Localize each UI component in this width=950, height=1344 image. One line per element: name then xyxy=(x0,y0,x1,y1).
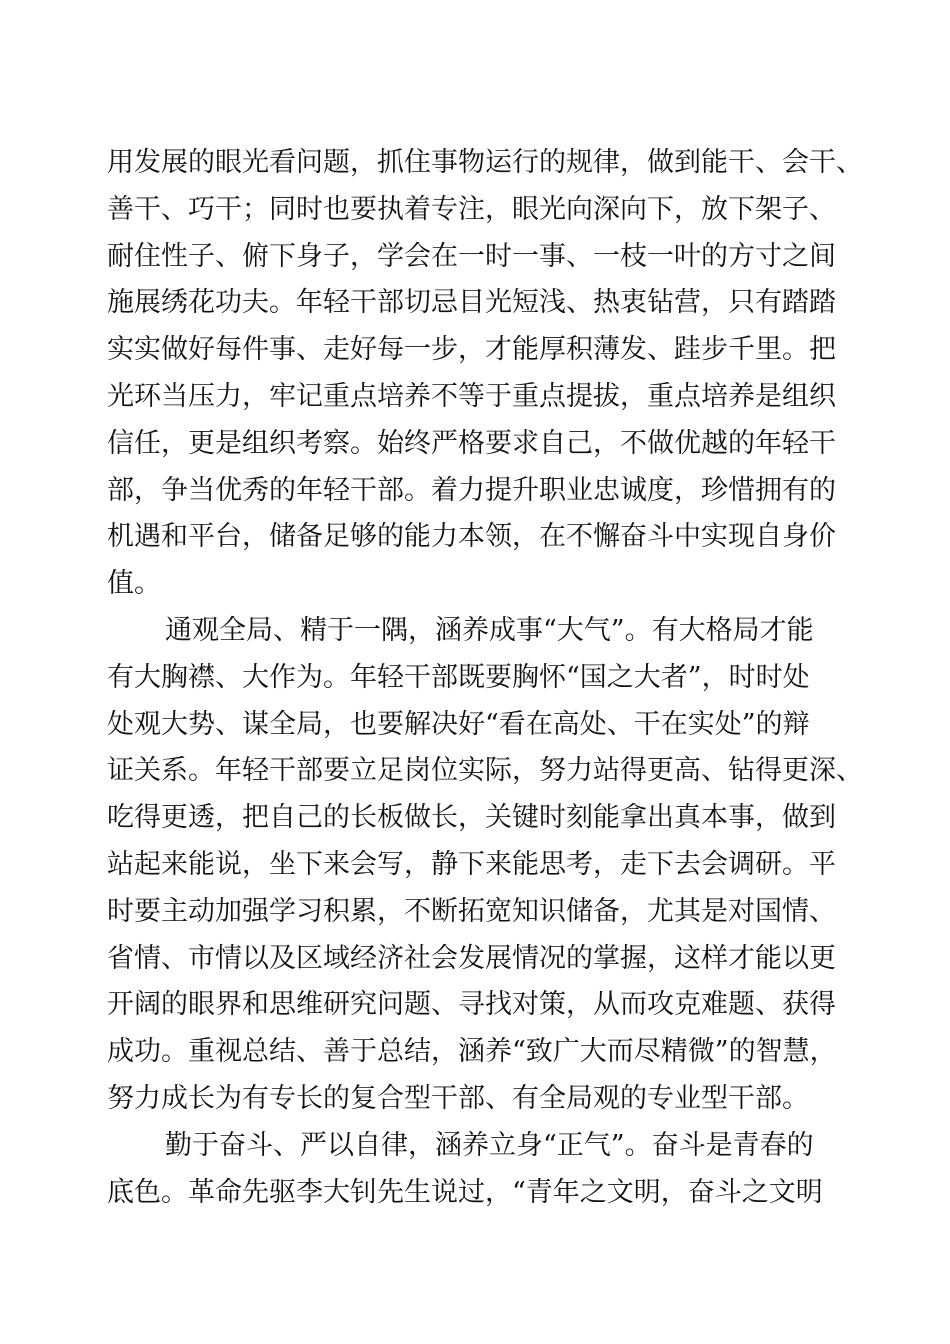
text-line: 实实做好每件事、走好每一步，才能厚积薄发、跬步千里。把 xyxy=(107,334,836,366)
text-line: 施展绣花功夫。年轻干部切忌目光短浅、热衷钻营，只有踏踏 xyxy=(107,287,836,319)
text-line: 处观大势、谋全局，也要解决好“看在高处、干在实处”的辩 xyxy=(107,708,810,740)
text-line: 时要主动加强学习积累，不断拓宽知识储备，尤其是对国情、 xyxy=(107,895,836,927)
text-line: 部，争当优秀的年轻干部。着力提升职业忠诚度，珍惜拥有的 xyxy=(107,474,836,506)
text-line: 成功。重视总结、善于总结，涵养“致广大而尽精微”的智慧， xyxy=(107,1036,837,1068)
paragraph-first-line: 勤于奋斗、严以自律，涵养立身“正气”。奋斗是青春的 xyxy=(165,1129,814,1161)
text-line: 机遇和平台，储备足够的能力本领，在不懈奋斗中实现自身价 xyxy=(107,521,836,553)
paragraph-first-line: 通观全局、精于一隅，涵养成事“大气”。有大格局才能 xyxy=(165,614,814,646)
body-text xyxy=(107,140,863,1216)
text-line: 吃得更透，把自己的长板做长，关键时刻能拿出真本事，做到 xyxy=(107,802,836,834)
text-line: 耐住性子、俯下身子，学会在一时一事、一枝一叶的方寸之间 xyxy=(107,240,836,272)
text-line: 光环当压力，牢记重点培养不等于重点提拔，重点培养是组织 xyxy=(107,380,836,412)
text-line: 底色。革命先驱李大钊先生说过，“青年之文明，奋斗之文明 xyxy=(107,1176,823,1208)
text-line: 站起来能说，坐下来会写，静下来能思考，走下去会调研。平 xyxy=(107,848,836,880)
text-line: 开阔的眼界和思维研究问题、寻找对策，从而攻克难题、获得 xyxy=(107,989,836,1021)
text-line: 用发展的眼光看问题，抓住事物运行的规律，做到能干、会干、 xyxy=(107,147,863,178)
text-line: 信任，更是组织考察。始终严格要求自己，不做优越的年轻干 xyxy=(107,427,836,459)
text-line: 省情、市情以及区域经济社会发展情况的掌握，这样才能以更 xyxy=(107,942,836,974)
text-line: 努力成长为有专长的复合型干部、有全局观的专业型干部。 xyxy=(107,1082,809,1114)
text-line: 善干、巧干；同时也要执着专注，眼光向深向下，放下架子、 xyxy=(107,193,836,225)
text-line: 值。 xyxy=(107,568,161,600)
text-line: 有大胸襟、大作为。年轻干部既要胸怀“国之大者”，时时处 xyxy=(107,661,810,693)
text-line: 证关系。年轻干部要立足岗位实际，努力站得更高、钻得更深、 xyxy=(107,755,863,787)
